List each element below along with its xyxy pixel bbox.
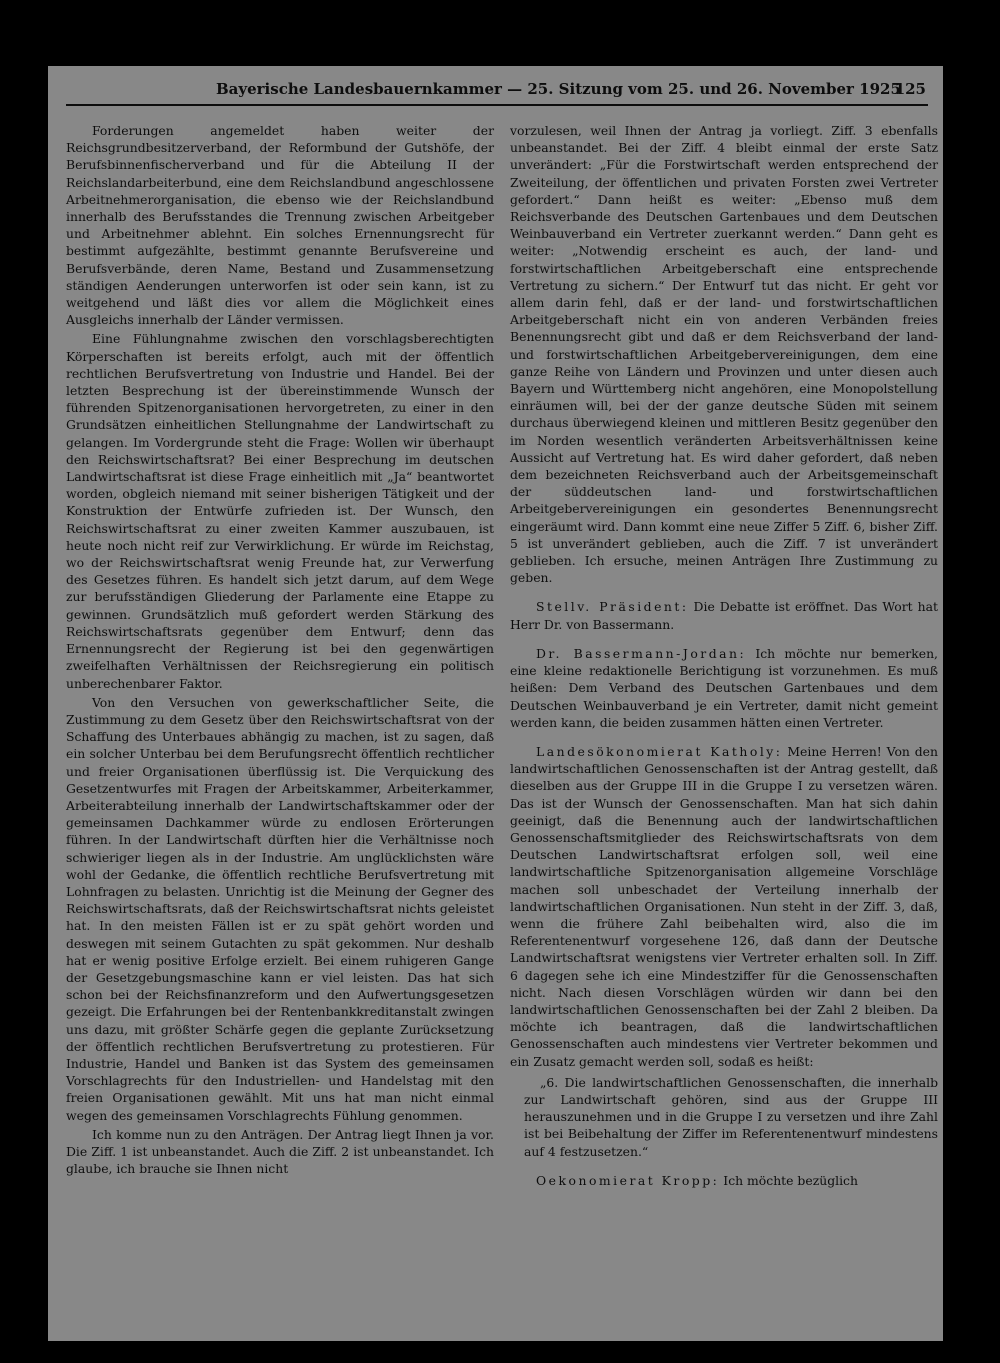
speech-text: Meine Herren! Von den landwirtschaftlichen Genossenschaften ist der Antrag gestellt, daß dieselben aus der Gruppe III in die Gruppe I zu versetzen wären. Das ist der Wunsch der Genossenschaften. Man hat sich dahin geeinigt, daß die Benennung auch der landwirtschaftlichen Genossenschaftsmitglieder des Reichswirtschaftsrats von dem Deutschen Landwirtschaftsrat erfolgen soll, weil eine landwirtschaftliche Spitzenorganisation allgemeine Vorschläge machen soll unbeschadet der Verteilung innerhalb der landwirtschaftlichen Organisationen. Nun steht in der Ziff. 3, daß, wenn die frühere Zahl beibehalten wird, also die im Referentenentwurf vorgesehene 126, daß dann der Deutsche Landwirtschaftsrat wenigstens vier Vertreter erhalten soll. In Ziff. 6 dagegen sehe ich eine Mindestziffer für die Genossenschaften nicht. Nach diesen Vorschlägen würden wir dann bei den landwirtschaftlichen Genossenschaften bei der Zahl 2 bleiben. Da möchte ich beantragen, daß die landwirtschaftlichen Genossenschaften auch mindestens vier Vertreter bekommen und ein Zusatz gemacht werden soll, sodaß es heißt: [510,743,938,1069]
speaker-name: Oekonomierat Kropp: [536,1172,720,1188]
speech-text: Die Debatte ist eröffnet. Das Wort hat Herr Dr. von Bassermann. [510,599,938,632]
speech-text: Ich möchte bezüglich [719,1172,858,1188]
left-column [66,122,494,1177]
speech-paragraph [510,743,938,1070]
paragraph: Eine Fühlungnahme zwischen den vorschlagsberechtigten Körperschaften ist bereits erfolgt, auch mit der öffentlich rechtlichen Berufsvertretung von Industrie und Handel. Bei der letzten Besprechung ist der übereinstimmende Wunsch der führenden Spitzenorganisationen hervorgetreten, zu einer in den Grundsätzen einheitlichen Stellungnahme der Landwirtschaft zu gelangen. Im Vordergrunde steht die Frage: Wollen wir überhaupt den Reichswirtschaftsrat? Bei einer Besprechung im deutschen Landwirtschaftsrat ist diese Frage einheitlich mit „Ja“ beantwortet worden, obgleich niemand mit seiner bisherigen Tätigkeit und der Konstruktion der Entwürfe zufrieden ist. Der Wunsch, den Reichswirtschaftsrat zu einer zweiten Kammer auszubauen, ist heute noch nicht reif zur Verwirklichung. Er würde im Reichstag, wo der Reichswirtschaftsrat wenig Freunde hat, zur Verwerfung des Gesetzes führen. Es handelt sich jetzt darum, auf dem Wege zur berufsständigen Gliederung der Parlamente eine Etappe zu gewinnen. Grundsätzlich muß gefordert werden Stärkung des Reichswirtschaftsrats gegenüber dem Entwurf; denn das Ernennungsrecht der Regierung ist bei den gegenwärtigen zweifelhaften Verhältnissen der Reichsregierung ein politisch unberechenbarer Faktor. [66,331,494,691]
speaker-name: Dr. Bassermann-Jordan: [536,645,747,661]
right-column [510,122,938,1189]
speech-paragraph [510,1172,938,1189]
page-number: 125 [894,80,926,98]
paragraph: Von den Versuchen von gewerkschaftlicher Seite, die Zustimmung zu dem Gesetz über den Reichswirtschaftsrat von der Schaffung des Unterbaues abhängig zu machen, ist zu sagen, daß ein solcher Unterbau bei dem Berufungsrecht öffentlich rechtlicher und freier Organisationen überflüssig ist. Die Verquickung des Gesetzentwurfes mit Fragen der Arbeitskammer, Arbeiterkammer, Arbeiterabteilung innerhalb der Landwirtschaftskammer oder der gemeinsamen Dachkammer würde zu endlosen Erörterungen führen. In der Landwirtschaft dürften hier die Verhältnisse noch schwieriger liegen als in der Industrie. Am unglücklichsten wäre wohl der Gedanke, die öffentlich rechtliche Berufsvertretung mit Lohnfragen zu belasten. Unrichtig ist die Meinung der Gegner des Reichswirtschaftsrats, daß der Reichswirtschaftsrat nichts geleistet hat. In den meisten Fällen ist er zu spät gehört worden und deswegen mit seinem Gutachten zu spät gekommen. Nur deshalb hat er wenig positive Erfolge erzielt. Bei einem ruhigeren Gange der Gesetzgebungsmaschine kann er viel leisten. Das hat sich schon bei der Reichsfinanzreform und den Aufwertungsgesetzen gezeigt. Die Erfahrungen bei der Rentenbankkreditanstalt zwingen uns dazu, mit größter Schärfe gegen die geplante Zurücksetzung der öffentlich rechtlichen Berufsvertretung zu protestieren. Für Industrie, Handel und Banken ist das System des gemeinsamen Vorschlagrechts für den Industriellen- und Handelstag mit den freien Organisationen gewählt. Mit uns hat man nicht einmal wegen des gemeinsamen Vorschlagrechts Fühlung genommen. [66,694,494,1123]
paragraph: vorzulesen, weil Ihnen der Antrag ja vorliegt. Ziff. 3 ebenfalls unbeanstandet. Bei der Ziff. 4 bleibt einmal der erste Satz unverändert: „Für die Forstwirtschaft werden entsprechend der Zweiteilung, der öffentlichen und privaten Forsten zwei Vertreter gefordert.“ Dann heißt es weiter: „Ebenso muß dem Reichsverbande des Deutschen Gartenbaues und dem Deutschen Weinbauverband ein Vertreter zuerkannt werden.“ Dann geht es weiter: „Notwendig erscheint es auch, der land- und forstwirtschaftlichen Arbeitgeberschaft eine entsprechende Vertretung zu sichern.“ Der Entwurf tut das nicht. Er geht vor allem darin fehl, daß er der land- und forstwirtschaftlichen Arbeitgeberschaft nicht ein von anderen Verbänden freies Benennungsrecht gibt und daß er dem Reichsverband der land- und forstwirtschaftlichen Arbeitgebervereinigungen, dem eine ganze Reihe von Ländern und Provinzen und unter diesen auch Bayern und Württemberg nicht angehören, eine Monopolstellung einräumen will, bei der der ganze deutsche Süden mit seinem durchaus überwiegend kleinen und mittleren Besitz gegenüber den im Norden wesentlich veränderten Arbeitsverhältnissen keine Aussicht auf Vertretung hat. Es wird daher gefordert, daß neben dem bezeichneten Reichsverband auch der Arbeitsgemeinschaft der süddeutschen land- und forstwirtschaftlichen Arbeitgebervereinigungen ein gesondertes Benennungsrecht eingeräumt wird. Dann kommt eine neue Ziffer 5 Ziff. 6, bisher Ziff. 5 ist unverändert geblieben, auch die Ziff. 7 ist unverändert geblieben. Ich ersuche, meinen Anträgen Ihre Zustimmung zu geben. [510,123,938,586]
speaker-name: Stellv. Präsident: [536,599,689,615]
speech-paragraph [510,645,938,731]
document-page [48,66,943,1341]
speaker-name: Landesökonomierat Katholy: [536,743,783,759]
paragraph: Ich komme nun zu den Anträgen. Der Antrag liegt Ihnen ja vor. Die Ziff. 1 ist unbeanstandet. Auch die Ziff. 2 ist unbeanstandet. Ich glaube, ich brauche sie Ihnen nicht [66,1126,494,1177]
running-title: Bayerische Landesbauernkammer — 25. Sitzung vom 25. und 26. November 1925 [216,80,901,98]
page-header [66,78,928,106]
quoted-motion: „6. Die landwirtschaftlichen Genossenschaften, die innerhalb zur Landwirtschaft gehören, sind aus der Gruppe III herauszunehmen und in die Gruppe I zu versetzen und ihre Zahl ist bei Beibehaltung der Ziffer im Referentenentwurf mindestens auf 4 festzusetzen.“ [524,1074,938,1159]
paragraph: Forderungen angemeldet haben weiter der Reichsgrundbesitzerverband, der Reformbund der Gutshöfe, der Berufsbinnenfischerverband und für die Abteilung II der Reichslandarbeiterbund, eine dem Reichslandbund angeschlossene Arbeitnehmerorganisation, die ebenso wie der Reichslandbund innerhalb des Berufsstandes die Trennung zwischen Arbeitgeber und Arbeitnehmer ablehnt. Ein solches Ernennungsrecht für bestimmt aufgezählte, bestimmt genannte Berufsvereine und Berufsverbände, deren Name, Bestand und Zusammensetzung ständigen Aenderungen unterworfen ist oder sein kann, ist zu weitgehend und läßt dies vor allem die Möglichkeit eines Ausgleichs innerhalb der Länder vermissen. [66,123,494,328]
speech-paragraph [510,598,938,632]
speech-text: Ich möchte nur bemerken, eine kleine redaktionelle Berichtigung ist vorzunehmen. Es muß heißen: Dem Verband des Deutschen Gartenbaues und dem Deutschen Weinbauverband je ein Vertreter, damit nicht gemeint werden kann, die beiden zusammen hätten einen Vertreter. [510,645,938,730]
